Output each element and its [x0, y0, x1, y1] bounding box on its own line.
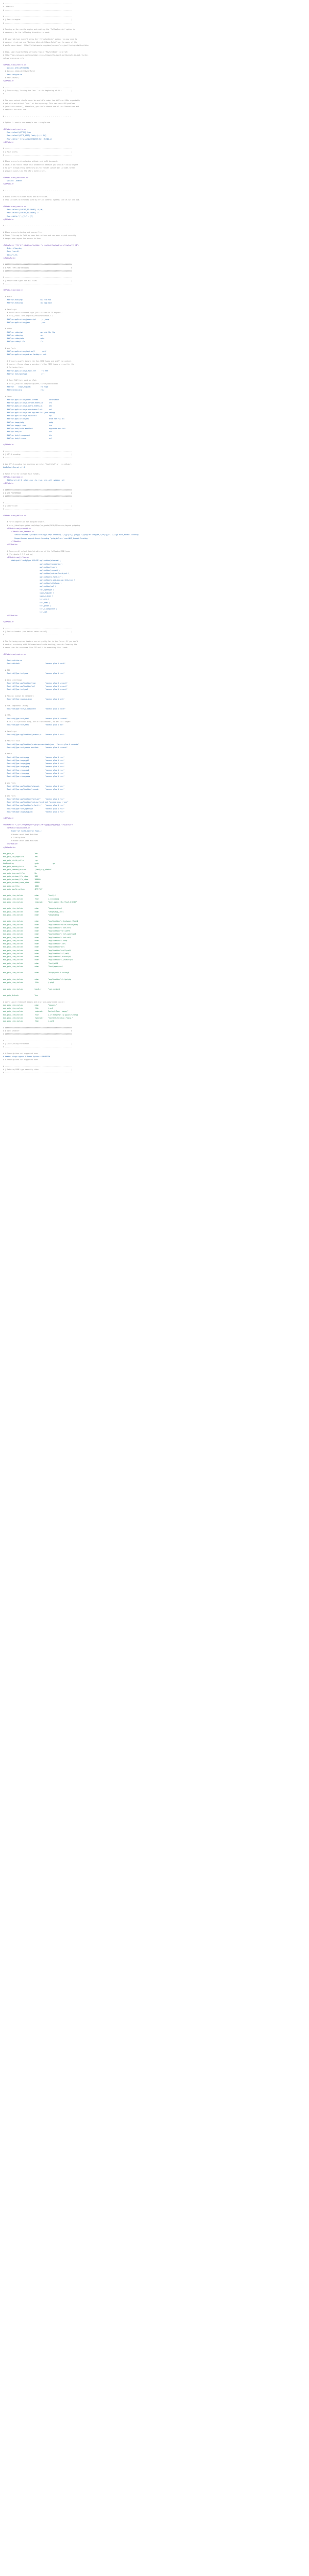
- code-line: # | Proper MIME types for all files |: [3, 279, 73, 282]
- code-line: # Manifest files: [3, 740, 21, 742]
- code-line: # | Rewrite engine |: [3, 19, 73, 21]
- code-line: mod_gzip_can_negotiate Yes: [3, 856, 38, 858]
- code-line: font/opentype \: [3, 588, 54, 591]
- code-line: # # SITE SECURITY #: [3, 1029, 73, 1032]
- code-line: # ----------------------------------------------------------------------: [3, 634, 73, 636]
- code-line: # ----------------------------------------------------------------------: [3, 1046, 73, 1048]
- code-line: application/vnd.ms-fontobject \: [3, 572, 70, 575]
- code-line: # This includes directories used by version control systems such as Git and SVN.: [3, 199, 80, 201]
- code-line: </IfModule>: [3, 817, 14, 820]
- code-line: <IfModule mod_deflate.c>: [3, 514, 26, 517]
- code-line: # CSS: [3, 669, 10, 671]
- code-line: image/x-icon \: [3, 595, 53, 597]
- code-line: application/x-font-ttf \: [3, 575, 63, 578]
- code-line: ExpiresDefault "access plus 1 month": [3, 663, 66, 665]
- code-line: application/json \: [3, 566, 57, 568]
- code-line: # X-Frame-Options not supported here: [3, 1052, 38, 1055]
- code-line: ExpiresByType application/rss+xml "access plus 1 hour": [3, 788, 65, 790]
- code-line: AddDefaultCharset utf-8: [3, 466, 25, 468]
- code-line: AddType audio/mp4 m4a f4a f4b: [3, 299, 52, 301]
- code-line: AddType video/x-flv flv: [3, 341, 44, 343]
- code-line: mod_gzip_item_include mime ^application/font-woff$: [3, 930, 71, 932]
- code-line: # | UTF-8 encoding |: [3, 453, 73, 455]
- code-line: ExpiresByType audio/ogg "access plus 1 year": [3, 756, 65, 758]
- code-line: AddType video/mp4 mp4 m4v f4v f4p: [3, 331, 55, 333]
- code-line: # Data interchange: [3, 679, 23, 681]
- code-line: ExpiresByType application/font-woff "access plus 1 year": [3, 798, 65, 800]
- code-line: # JavaScript: [3, 308, 17, 311]
- code-line: # Use UTF-8 encoding for anything served as `text/html` or `text/plain`.: [3, 463, 73, 465]
- code-line: ExpiresByType application/x-web-app-manifest+json "access plus 0 seconds": [3, 743, 79, 745]
- code-line: application/xhtml+xml \: [3, 582, 62, 584]
- code-line: </FilesMatch>: [3, 846, 16, 849]
- code-line: # ----------------------------------------------------------------------: [3, 627, 73, 630]
- code-line: # ######################################################################: [3, 1033, 73, 1035]
- code-line: mod_gzip_dechunk Yes: [3, 994, 38, 996]
- code-line: # control versioning with filename-based cache busting, consider lowering the: [3, 643, 77, 646]
- code-line: mod_gzip_item_include mime ^application/x-font$: [3, 939, 67, 942]
- code-line: # Header unset Last-Modified: [3, 840, 38, 842]
- code-line: not-working-on-my-site: [3, 57, 24, 60]
- code-line: mod_gzip_on Yes: [3, 853, 38, 855]
- code-line: # ----------------------------------------------------------------------: [3, 276, 73, 279]
- code-line: AddType application/json json: [3, 321, 45, 324]
- code-line: mod_gzip_item_include mime ^application/xhtml\+xml$: [3, 949, 72, 952]
- code-line: mod_gzip_item_include mime ^font/otf$: [3, 962, 58, 964]
- code-line: RewriteRule ^ http://%1%{REQUEST_URI} [R=301,L]: [3, 138, 52, 140]
- code-line: AddType image/svg+xml svg svgz: [3, 385, 48, 388]
- code-line: SetEnvIfNoCase ^(Accept-EncodXng|X-cept-Encoding|X{15}|~{15}|-{15})$ ^((gzip|deflate)\s*,?\s*)+|[X~-]{4,13}$ HAVE_Accept-Encoding: [3, 534, 139, 536]
- code-line: # ----------------------------------------------------------------------: [3, 282, 73, 285]
- code-line: <IfModule mod_expires.c>: [3, 653, 26, 655]
- code-line: # http://developer.yahoo.com/blogs/ydn/posts/2010/12/pushing-beyond-gzipping: [3, 524, 80, 527]
- code-line: # don't ignore redundant images and other pre-compressed content: [3, 1001, 65, 1003]
- code-line: <IfModule mod_setenvif.c>: [3, 527, 31, 530]
- code-line: AddType text/cache-manifest appcache manifest: [3, 428, 66, 430]
- code-line: # necessary for the following directives to work.: [3, 31, 50, 34]
- code-line: mod_gzip_minimum_file_size 500: [3, 875, 38, 877]
- code-line: AddType image/webp webp: [3, 421, 53, 423]
- code-line: # | Compression |: [3, 505, 73, 507]
- code-line: # private places like the CMS's directories).: [3, 170, 46, 172]
- code-line: <IfModule mod_mime.c>: [3, 289, 24, 292]
- code-line: ExpiresByType text/html "access plus 0 seconds": [3, 717, 67, 720]
- code-line: mod_gzip_maximum_file_size 500000: [3, 878, 41, 880]
- code-line: # Compress all output labeled with one of the following MIME-types: [3, 550, 71, 552]
- code-line: # Header always append X-Frame-Options SAMEORIGIN: [3, 1055, 50, 1058]
- code-line: mod_gzip_handle_methods GET POST: [3, 888, 43, 890]
- code-line: # ----------------------------------------------------------------------: [3, 501, 73, 504]
- code-line: # ----------------------------------------------------------------------: [3, 154, 73, 156]
- code-line: # Header unset Last-Modified: [3, 833, 38, 836]
- code-line: AddType application/x-xpinstall xpi: [3, 415, 52, 417]
- code-line: text/plain \: [3, 604, 52, 607]
- code-line: # Make SVGZ fonts work on iPad:: [3, 379, 37, 382]
- code-line: AddType application/xml atom rdf rss xml: [3, 418, 65, 420]
- code-line: ExpiresByType text/html "access plus 1 day": [3, 724, 64, 726]
- code-line: mod_gzip_item_include mime ^httpd/unix-directory$: [3, 972, 70, 974]
- code-line: <IfModule mod_headers.c>: [3, 827, 30, 829]
- code-line: text/html \: [3, 601, 50, 604]
- code-line: mod_gzip_item_include mime ^text/.*: [3, 894, 56, 897]
- code-line: # ----------------------------------------------------------------------: [3, 1039, 73, 1042]
- code-line: # The same content should never be available under two different URLs especially: [3, 99, 80, 101]
- code-line: mod_gzip_min_http 1000: [3, 885, 39, 887]
- code-line: </IfModule>: [3, 544, 18, 546]
- code-line: text/xml: [3, 611, 47, 614]
- code-line: # Browsers usually ignore the font MIME types and sniff the content,: [3, 360, 73, 362]
- code-line: # danger when anyone has access to them.: [3, 238, 42, 240]
- code-line: AddEncoding gzip .gz: [3, 862, 55, 865]
- code-line: AddType application/javascript js jsonp: [3, 318, 49, 320]
- code-line: <IfModule mod_autoindex.c>: [3, 176, 28, 179]
- code-line: </FilesMatch>: [3, 257, 16, 259]
- code-line: <IfModule mod_rewrite.c>: [3, 63, 26, 66]
- code-line: ExpiresByType text/cache-manifest "access plus 0 seconds": [3, 746, 67, 749]
- code-line: mod_gzip_item_include handler ^cgi-script$: [3, 988, 60, 990]
- code-line: # redirect the other one.: [3, 109, 27, 111]
- code-line: ExpiresByType video/mp4 "access plus 1 year": [3, 769, 65, 771]
- code-line: AddType font/opentype otf: [3, 372, 45, 375]
- code-line: ExpiresByType text/xml "access plus 0 seconds": [3, 688, 67, 691]
- code-line: # # WEB PERFORMANCE #: [3, 492, 73, 494]
- code-line: </IfModule>: [3, 141, 14, 143]
- code-line: # Usually you should leave this uncommented because you shouldn't allow anyone: [3, 163, 78, 166]
- code-line: # Video: [3, 328, 12, 330]
- code-line: AddType application/font-woff woff: [3, 350, 46, 352]
- code-line: # Force UTF-8 for certain file formats.: [3, 472, 41, 475]
- code-line: AddType text/x-vcard vcf: [3, 437, 52, 439]
- code-line: # X-Frame-Options not supported here: [3, 1059, 38, 1061]
- code-line: mod_gzip_item_exclude file \.gz$: [3, 1007, 53, 1009]
- code-line: # (for Apache 2.3.7 and up): [3, 553, 33, 555]
- code-line: </IfModule>: [3, 482, 14, 485]
- code-line: ExpiresByType text/x-component "access plus 1 month": [3, 707, 66, 710]
- code-line: RewriteCond %{SCRIPT_FILENAME} -d [OR]: [3, 209, 44, 211]
- code-line: mod_gzip_item_include mime ^application/x-javascript$: [3, 959, 73, 961]
- code-line: ExpiresByType image/x-icon "access plus 1 week": [3, 698, 65, 700]
- code-line: AddType text/x-component htc: [3, 434, 52, 436]
- code-line: # If your web host doesn't allow the `FollowSymlinks` option, you may need to: [3, 38, 77, 40]
- code-line: # ######################################################################: [3, 495, 73, 498]
- code-line: mod_gzip_item_include mime ^image/x-icon$: [3, 907, 62, 910]
- code-line: # ----------------------------------------------------------------------: [3, 450, 73, 452]
- code-line: mod_gzip_keep_workfiles No: [3, 872, 37, 874]
- code-line: <FilesMatch "\.(ttf|otf|eot|woff|js|css|woff|jpg|jpeg|png|gif|svg|ico)$">: [3, 823, 73, 826]
- code-line: # to surf through every directory on your server (which may includes rather: [3, 166, 75, 169]
- code-line: mod_gzip_item_exclude mime ^image/.*: [3, 1004, 57, 1006]
- code-line: # ----------------------------------------------------------------------: [3, 147, 73, 150]
- code-line: ExpiresByType image/gif "access plus 1 year": [3, 759, 65, 761]
- code-line: # ----------------------------------------------------------------------: [3, 93, 73, 95]
- code-line: application/xml \: [3, 585, 56, 588]
- code-line: RewriteCond %{HTTP_HOST} ^www\.(.+)$ [NC]: [3, 134, 46, 137]
- code-line: <FilesMatch "(^#.*#|\.(bak|config|dist|fla|inc|ini|log|psd|sh|sql|sw[op])|~)$">: [3, 244, 79, 246]
- code-line: ExpiresByType application/javascript "access plus 1 year": [3, 733, 65, 736]
- code-line: mod_gzip_static_suffix .gz: [3, 859, 38, 861]
- code-line: AddType image/x-icon ico: [3, 424, 52, 427]
- code-line: text/x-component \: [3, 608, 57, 610]
- code-line: AddEncoding gzip svgz: [3, 389, 45, 391]
- code-line: AddType application/x-chrome-extension crx: [3, 402, 52, 404]
- code-line: application/rss+xml \: [3, 569, 60, 571]
- code-line: mod_gzip_item_exclude reqheader Content-Type: image/*: [3, 1010, 68, 1013]
- code-line: </IfModule>: [3, 444, 14, 446]
- code-line: # Web fonts: [3, 794, 16, 797]
- code-line: mod_gzip_item_include mime ^application/x-font-ttf$: [3, 926, 72, 929]
- code-line: <IfModule mod_rewrite.c>: [3, 128, 26, 130]
- code-line: <IfModule mod_filter.c>: [3, 556, 29, 558]
- code-line: AddType video/ogg ogv: [3, 334, 44, 336]
- code-line: AddType text/vtt vtt: [3, 431, 52, 433]
- code-line: ExpiresByType application/x-font-ttf "access plus 1 year": [3, 804, 65, 807]
- code-line: # | Clickjacking Protection |: [3, 1042, 73, 1045]
- code-line: mod_gzip_command_version '/mod_gzip_status': [3, 869, 52, 871]
- code-line: # | File access |: [3, 150, 73, 153]
- code-line: mod_gzip_item_include mime ^image/svg\+xml$: [3, 910, 64, 913]
- code-line: # JavaScript: [3, 730, 17, 733]
- code-line: application/x-web-app-manifest+json \: [3, 579, 75, 581]
- code-line: ExpiresActive on: [3, 659, 23, 662]
- code-line: mod_gzip_item_include mime ^application/x-font-opentype$: [3, 933, 76, 936]
- code-line: AddType application/vnd.ms-fontobject eot: [3, 353, 46, 356]
- code-line: # # MIME TYPES AND ENCODING #: [3, 266, 73, 269]
- code-line: </IfModule>: [3, 540, 22, 543]
- code-line: # ----------------------------------------------------------------------: [3, 22, 73, 24]
- code-line: ExpiresByType application/vnd.ms-fontobject "access plus 1 year": [3, 801, 68, 803]
- code-line: # Web fonts: [3, 347, 16, 349]
- code-line: # Options +SymLinksIfOwnerMatch: [3, 70, 35, 73]
- code-line: AddType video/webm webm: [3, 337, 45, 340]
- code-line: # ######################################################################: [3, 269, 73, 272]
- code-line: mod_gzip_maximum_inmem_size 60000: [3, 882, 40, 884]
- code-line: # Block access to directories without a default document.: [3, 160, 58, 163]
- code-line: AddType application/x-shockwave-flash swf: [3, 408, 52, 411]
- code-line: # Normalize to standard type (it's sniffed in IE anyways):: [3, 312, 63, 314]
- code-line: ExpiresByType video/webm "access plus 1 year": [3, 775, 65, 777]
- code-line: mod_gzip_item_include mime ^application/x-font-otf$: [3, 936, 72, 939]
- code-line: # Block access to backup and source files.: [3, 231, 44, 233]
- code-line: mod_gzip_item_include file \.xml$: [3, 1020, 54, 1022]
- code-line: # This is a personal blog, not a transactional, so set this longer:: [3, 720, 72, 723]
- code-line: mod_gzip_item_include mime ^application/xml$: [3, 946, 65, 948]
- code-line: # Turning on the rewrite engine and enabling the `FollowSymLinks` option is: [3, 28, 75, 30]
- code-line: # ----------------------------------------------------------------------: [3, 508, 73, 511]
- code-line: # ----------------------------------------------------------------------: [3, 456, 73, 459]
- code-line: # | Expires headers (for better cache control) |: [3, 630, 73, 633]
- code-line: # ----------------------------------------------------------------------: [3, 9, 73, 11]
- code-line: # comment it out and use `Options +SymLinksIfOwnerMatch` but, be aware of the: [3, 41, 77, 43]
- code-line: # .htaccess: [3, 6, 14, 8]
- code-line: AddOutputFilterByType DEFLATE application/atom+xml \: [3, 560, 61, 562]
- code-line: ExpiresByType application/json "access plus 0 seconds": [3, 682, 67, 684]
- code-line: # ----------------------------------------------------------------------: [3, 86, 73, 89]
- code-line: RewriteEngine On: [3, 73, 23, 76]
- code-line: AddCharset utf-8 .atom .css .js .json .rss .vtt .webapp .xml: [3, 479, 65, 481]
- code-line: # Favicon (cannot be renamed!): [3, 694, 34, 697]
- code-line: Header set Cache-Control "public": [3, 830, 43, 833]
- code-line: </IfModule>: [3, 843, 18, 845]
- code-line: # (duplicate content), therefore, you should choose one of the alternatives and: [3, 106, 79, 108]
- code-line: RewriteCond %{HTTPS} !=on: [3, 131, 31, 133]
- code-line: # Media: [3, 753, 12, 755]
- code-line: # The following expires headers are set pretty far in the future. If you don't: [3, 640, 78, 642]
- code-line: mod_gzip_item_exclude reqheader "User-agent: Mozilla/4.0[678]": [3, 901, 77, 903]
- code-line: # | Reducing MIME-type security risks |: [3, 1068, 73, 1071]
- code-line: ExpiresByType image/png "access plus 1 year": [3, 766, 65, 768]
- code-line: mod_gzip_item_include mime ^application/vnd.ms-fontobject$: [3, 923, 78, 926]
- code-line: # ----------------------------------------------------------------------: [3, 1065, 73, 1067]
- code-line: mod_gzip_item_include mime ^application/x-httpd-php: [3, 978, 72, 980]
- code-line: mod_gzip_item_include file \.(js|css)$: [3, 897, 59, 900]
- code-line: </IfModule>: [3, 183, 14, 185]
- code-line: # following fonts.: [3, 366, 24, 369]
- code-line: # FileETag None: [3, 836, 25, 839]
- code-line: # Other: [3, 395, 12, 398]
- code-line: # ######################################################################: [3, 488, 73, 491]
- code-line: # Option 1: rewrite www.example.com → example.com: [3, 122, 50, 124]
- code-line: AddType application/x-font-ttf ttc ttf: [3, 369, 48, 372]
- code-line: Deny from all: [3, 250, 20, 253]
- code-line: mod_gzip_item_include mime ^font/opentype$: [3, 965, 63, 968]
- code-line: RequestHeader append Accept-Encoding "gzip,deflate" env=HAVE_Accept-Encoding: [3, 537, 88, 539]
- code-line: AddType application/x-opera-extension oex: [3, 405, 52, 408]
- code-line: # cache time for resources like CSS and JS to something like 1 week.: [3, 647, 68, 649]
- code-line: ExpiresByType application/xml "access plus 0 seconds": [3, 685, 67, 687]
- code-line: Order allow,deny: [3, 247, 23, 249]
- code-line: AddType application/x-web-app-manifest+json webapp: [3, 411, 55, 414]
- code-line: ExpiresByType application/atom+xml "access plus 1 hour": [3, 785, 65, 787]
- code-line: mod_gzip_item_include mime ^application/json$: [3, 943, 66, 945]
- code-line: ExpiresByType image/svg+xml "access plus 1 year": [3, 810, 65, 813]
- code-line: # - - - - - - - - - - - - - - - - - - - - - - - - - - - - - - - - - - -: [3, 189, 72, 192]
- code-line: <IfModule mod_mime.c>: [3, 476, 24, 478]
- code-line: # Audio: [3, 295, 12, 298]
- code-line: Options -Indexes: [3, 179, 23, 182]
- code-line: # http://tools.ietf.org/html/rfc4329#section-7.2: [3, 315, 53, 317]
- code-line: ExpiresByType image/jpeg "access plus 1 year": [3, 762, 65, 765]
- code-line: RewriteCond %{SCRIPT_FILENAME} -f: [3, 212, 39, 214]
- code-line: <IfModule mod_rewrite.c>: [3, 205, 26, 208]
- code-line: # ######################################################################: [3, 263, 73, 266]
- code-line: AddType audio/ogg oga ogg opus: [3, 302, 52, 304]
- code-line: # ----------------------------------------------------------------------: [3, 3, 73, 5]
- code-line: # performance impact: http://httpd.apache.org/docs/current/misc/perf-tuning.html#symlinks: [3, 44, 89, 47]
- code-line: mod_gzip_item_exclude rspheader ^Content-Encoding:.*gzip.*: [3, 1016, 73, 1019]
- code-line: mod_gzip_item_include file \.php$: [3, 981, 54, 984]
- code-line: ExpiresByType text/css "access plus 1 year": [3, 672, 65, 674]
- code-line: # - - - - - - - - - - - - - - - - - - - - - - - - - - - - - - - - - - -: [3, 225, 72, 227]
- code-line: RewriteRule "(^|/)\." - [F]: [3, 215, 33, 217]
- code-line: # Web feeds: [3, 782, 16, 784]
- code-line: # | Suppressing / Forcing the `www.` at the beginning of URLs |: [3, 89, 73, 92]
- code-line: <IfModule mod_headers.c>: [3, 531, 34, 533]
- code-line: </IfModule>: [3, 218, 14, 221]
- code-line: Satisfy All: [3, 253, 18, 256]
- code-line: # HTML: [3, 714, 11, 717]
- code-line: </IfModule>: [3, 614, 18, 617]
- code-line: # https://twitter.com/FontSquirrel/status/14855840545: [3, 382, 58, 385]
- code-line: AddType application/octet-stream safariextz: [3, 398, 59, 401]
- code-line: # however, Chrome shows a warning if other MIME types are used for the: [3, 363, 74, 365]
- code-line: # ----------------------------------------------------------------------: [3, 15, 73, 18]
- code-line: # RewriteBase /: [3, 76, 20, 79]
- code-line: # ######################################################################: [3, 1026, 73, 1029]
- code-line: mod_gzip_item_include mime ^application/x-shockwave-flash$: [3, 920, 78, 923]
- code-line: </IfModule>: [3, 80, 14, 82]
- code-line: mod_gzip_item_include mime ^application/javascript$: [3, 956, 72, 958]
- code-line: # - - - - - - - - - - - - - - - - - - - - - - - - - - - - - - - - - - -: [3, 115, 72, 117]
- code-line: </IfModule>: [3, 621, 14, 623]
- code-line: # http://www.rackspace.com/knowledge_center/frequently-asked-question/why-is-mod-rewrite-: [3, 54, 89, 56]
- code-line: image/svg+xml \: [3, 591, 54, 594]
- code-line: # HTML components (HTCs): [3, 704, 28, 707]
- code-line: text/css \: [3, 598, 49, 601]
- code-line: application/javascript \: [3, 563, 63, 565]
- code-line: # Block access to hidden files and directories.: [3, 196, 48, 198]
- code-line: Options +FollowSymLinks: [3, 67, 29, 69]
- code-line: mod_gzip_item_include mime ^image/bmp$: [3, 913, 59, 916]
- code-line: # Also, some cloud hosting services require `RewriteBase` to be set:: [3, 50, 68, 53]
- code-line: # not with and without `www.` at the beginning. This can cause SEO problems: [3, 102, 75, 105]
- code-line: ExpiresByType font/opentype "access plus 1 year": [3, 807, 65, 810]
- code-line: ExpiresByType video/ogg "access plus 1 year": [3, 772, 65, 774]
- code-line: # ----------------------------------------------------------------------: [3, 1072, 73, 1074]
- code-line: mod_gzip_item_exclude file \.(?:exe|t?gz|zip|gz2|sit|rar)$: [3, 1013, 78, 1016]
- code-line: # Force compression for mangled headers.: [3, 521, 45, 523]
- code-line: # These files may be left by some text editors and can pose a great security: [3, 234, 76, 236]
- code-line: mod_gzip_item_include mime ^application/rss\+xml$: [3, 952, 70, 955]
- code-line: mod_gzip_update_static No: [3, 866, 37, 868]
